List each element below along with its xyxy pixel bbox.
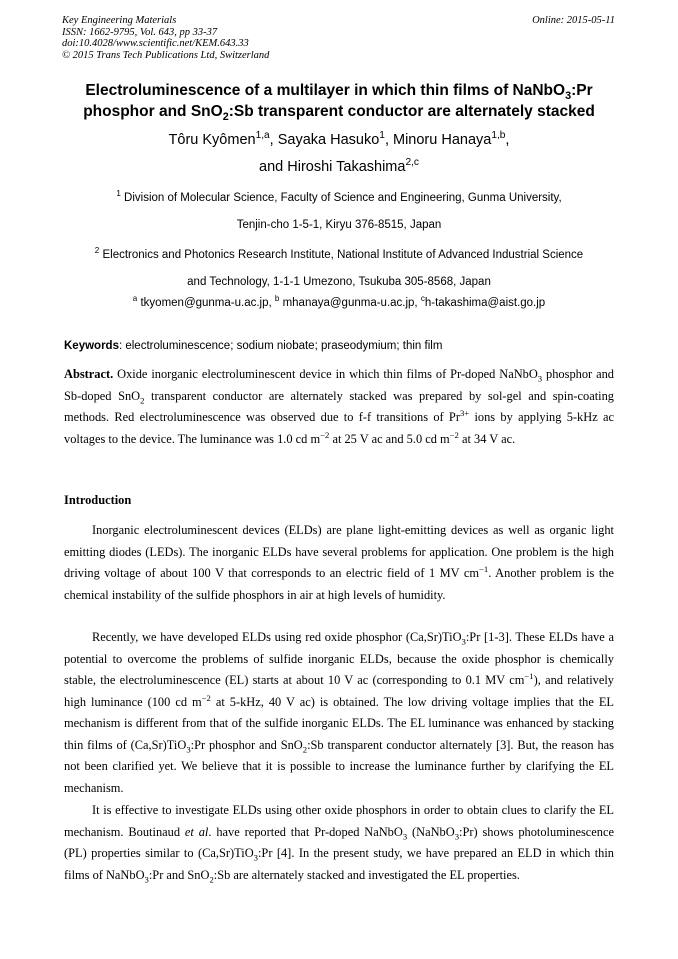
author-line-2: and Hiroshi Takashima$^{2,c}$ [259, 157, 419, 175]
author-emails: $^a$ tkyomen@gunma-u.ac.jp, $^b$ mhanaya@gunma-u.ac.jp, $^c$h-takashima@aist.go.jp [132, 294, 546, 309]
doi-line[interactable]: doi:10.4028/www.scientific.net/KEM.643.33 [62, 38, 249, 49]
affiliation-2: $^2$ Electronics and Photonics Research Institute, National Institute of Advanced Industrial Science and Technology, 1-1-1 Umezono, Tsukuba 305-8568, Japan [94, 246, 584, 288]
author-takashima: and Hiroshi Takashima [259, 159, 406, 175]
keywords [64, 338, 442, 354]
intro-paragraph-1: Inorganic electroluminescent devices (ELDs) are plane light-emitting devices as well as organic light emitting diodes (LEDs). The inorganic ELDs have several problems for application. One problem is the high driving voltage of about 100 V that corresponds to an electric field of 1 MV $cm^{-1}$. Another problem is the chemical instability of the sulfide phosphors in air at high levels of humidity. [64, 523, 614, 602]
email-hanaya[interactable]: mhanaya@gunma-u.ac.jp, [279, 297, 421, 309]
copyright-line: © 2015 Trans Tech Publications Ltd, Switzerland [62, 49, 270, 61]
author-list [40, 127, 638, 181]
author-line-1: Tôru Kyômen$^{1,a}$, Sayaka Hasuko$^1$, Minoru Hanaya$^{1,b}$, [168, 130, 510, 148]
abstract-label: Abstract. [64, 367, 114, 381]
intro-paragraph-2: Recently, we have developed ELDs using red oxide phosphor (Ca,Sr)TiO$_3$:Pr [1-3]. These ELDs have a potential to overcome the problems of sulfide inorganic ELDs, because the oxide phosphor is chemically stable, the electroluminescence (EL) starts at about 10 V ac (corresponding to 0.1 MV $cm^{-1}$), and relatively high luminance (100 cd $m^{-2}$ at 5-kHz, 40 V ac) is obtained. The low driving voltage implies that the EL mechanism is different from that of the sulfide inorganic ELDs. The EL luminance was enhanced by stacking thin films of (Ca,Sr)TiO$_3$:Pr phosphor and SnO$_2$:Sb transparent conductor alternately [3]. But, the reason has not been clarified yet. We believe that it is possible to increase the luminance further by clarifying the EL mechanism. [64, 630, 614, 795]
author-kyomen: Tôru Kyômen [168, 132, 256, 148]
paper-title [40, 80, 638, 122]
journal-header [62, 15, 269, 61]
intro-paragraph-3: It is effective to investigate ELDs using other oxide phosphors in order to obtain clues to clarify the EL mechanism. Boutinaud et al. have reported that Pr-doped NaNbO$_3$ (NaNbO$_3$:Pr) shows photoluminescence (PL) properties similar to (Ca,Sr)TiO$_3$:Pr [4]. In the present study, we have prepared an ELD in which thin films of NaNbO$_3$:Pr and SnO$_2$:Sb are alternately stacked and investigated the EL properties. [64, 803, 614, 884]
introduction-heading: Introduction [64, 493, 132, 507]
author-hasuko: , Sayaka Hasuko [269, 132, 380, 148]
abstract: Abstract. Oxide inorganic electroluminescent device in which thin films of Pr-doped NaNbO$_3$ phosphor and Sb-doped SnO$_2$ transparent conductor are alternately stacked was prepared by sol-gel and spin-coating methods. Red electroluminescence was observed due to f-f transitions of $Pr^{3+}$ ions by applying 5-kHz ac voltages to the device. The luminance was 1.0 cd $m^{-2}$ at 25 V ac and 5.0 cd $m^{-2}$ at 34 V ac. [64, 367, 614, 446]
issn-line: ISSN: 1662-9795, Vol. 643, pp 33-37 [62, 26, 218, 38]
author-hanaya: , Minoru Hanaya [384, 132, 492, 148]
online-date: Online: 2015-05-11 [532, 15, 615, 26]
email-kyomen[interactable]: tkyomen@gunma-u.ac.jp, [137, 297, 275, 309]
journal-name: Key Engineering Materials [62, 15, 177, 26]
keywords-text: : electroluminescence; sodium niobate; praseodymium; thin film [118, 340, 443, 352]
email-takashima[interactable]: h-takashima@aist.go.jp [424, 297, 546, 309]
title-line-2: phosphor and SnO$_2$:Sb transparent conductor are alternately stacked [83, 103, 595, 124]
affiliation-1: $^1$ Division of Molecular Science, Faculty of Science and Engineering, Gunma University, Tenjin-cho 1-5-1, Kiryu 376-8515, Japan [116, 189, 562, 231]
keywords-label: Keywords [64, 340, 119, 352]
title-line-1: Electroluminescence of a multilayer in which thin films of NaNbO$_3$:Pr [85, 82, 593, 103]
